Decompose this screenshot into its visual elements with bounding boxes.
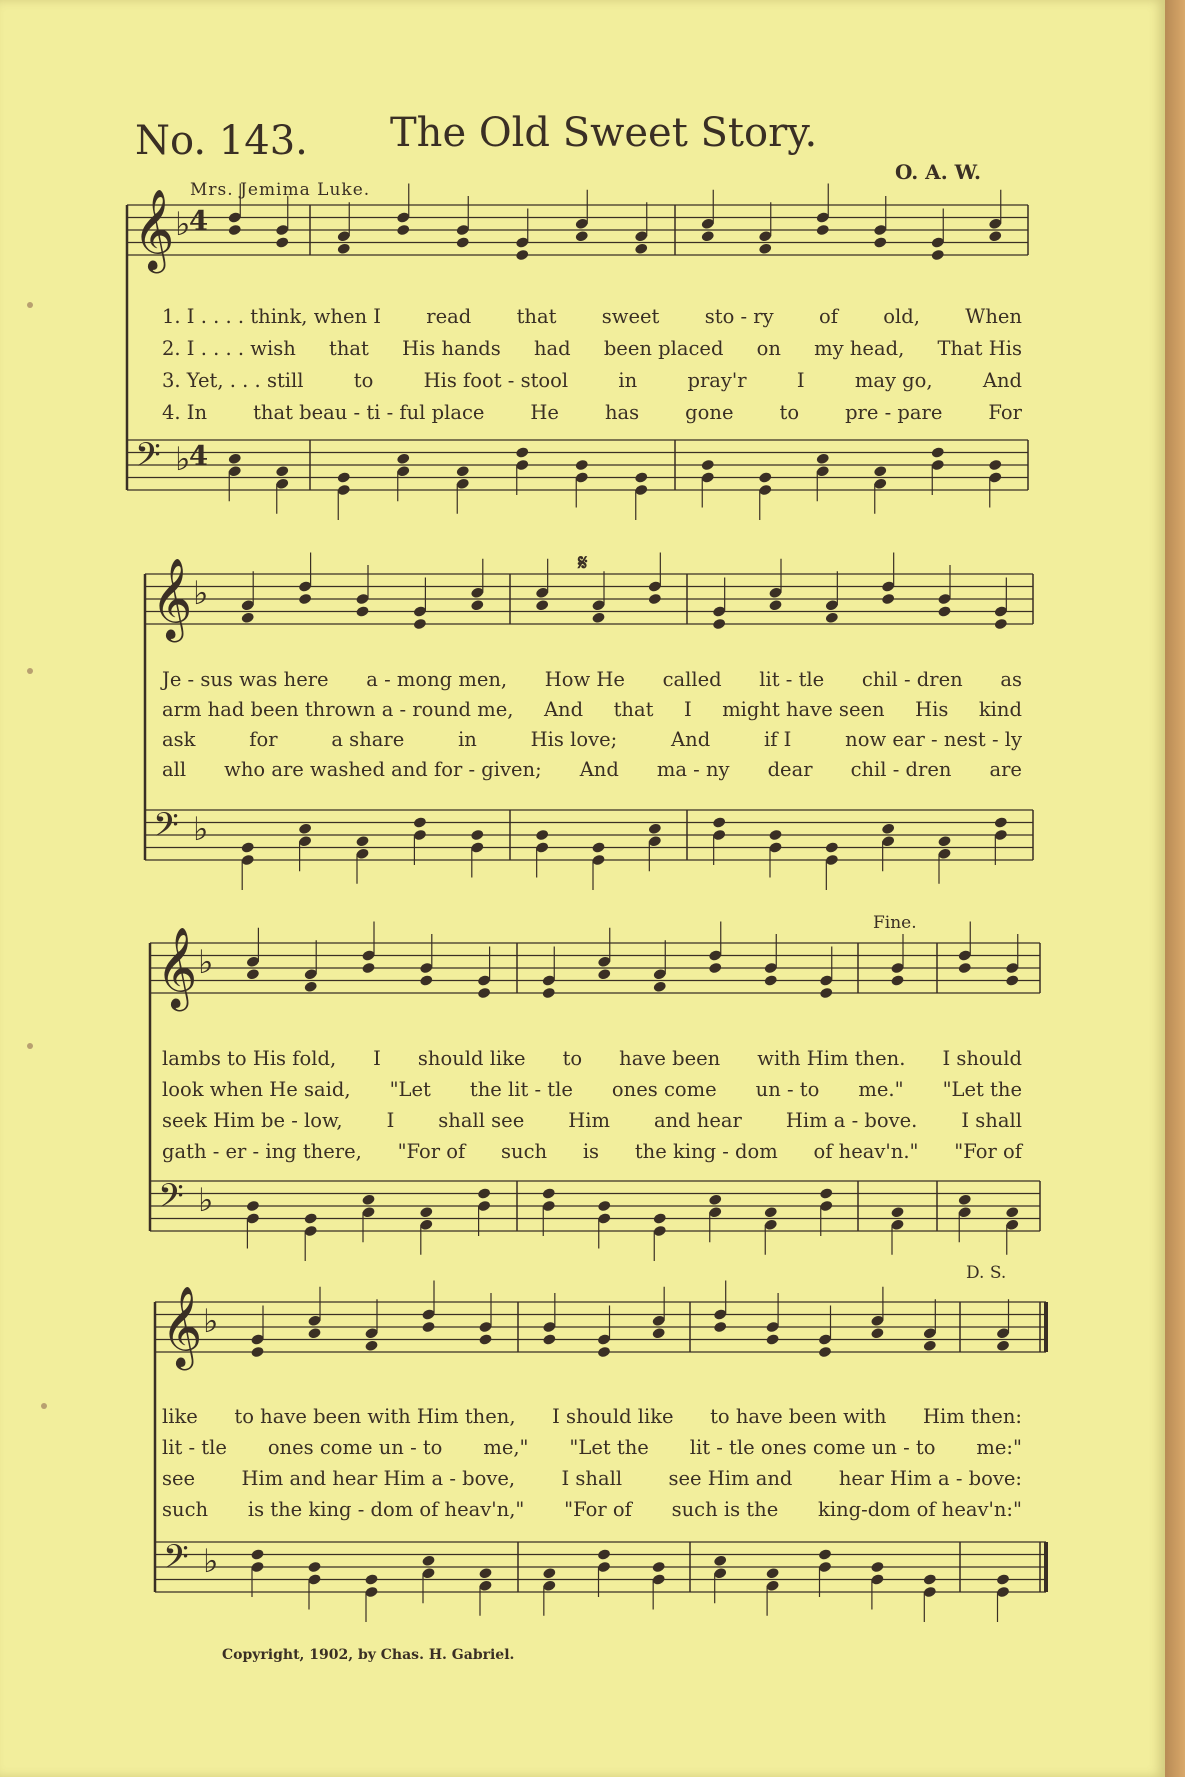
lyric-word: may go, — [854, 369, 933, 392]
note-head — [275, 236, 289, 249]
lyric-word: chil - dren — [850, 758, 952, 781]
lyric-word: When — [965, 305, 1022, 328]
lyric-word: For — [988, 401, 1022, 424]
lyric-word: lambs to His fold, — [162, 1047, 337, 1070]
note-head — [923, 1573, 937, 1586]
note-head — [241, 841, 255, 854]
note-head — [250, 1346, 264, 1359]
lyric-word: lit - tle ones come un - to — [689, 1436, 936, 1459]
hymn-title: The Old Sweet Story. — [390, 110, 818, 156]
lyric-word: pray'r — [687, 369, 747, 392]
note-head — [1005, 974, 1019, 987]
lyric-line — [162, 728, 1022, 751]
note-head — [870, 1327, 884, 1340]
note-head — [597, 1346, 611, 1359]
lyric-word: I should — [942, 1047, 1022, 1070]
lyric-line — [162, 1498, 1022, 1521]
lyric-word: like — [162, 1405, 198, 1428]
note-head — [653, 980, 667, 993]
lyric-word: that — [516, 305, 557, 328]
note-head — [923, 1339, 937, 1352]
lyric-word: sweet — [601, 305, 660, 328]
note-head — [881, 593, 895, 606]
note-head — [421, 1554, 435, 1567]
note-head — [304, 980, 318, 993]
lyric-line — [162, 337, 1022, 360]
lyric-word: in — [618, 369, 638, 392]
lyric-word: Je - sus was here — [162, 668, 329, 691]
flat-sign: ♭ — [175, 440, 191, 478]
note-head — [470, 599, 484, 612]
flat-sign: ♭ — [198, 1181, 214, 1219]
flat-sign: ♭ — [203, 1542, 219, 1580]
treble-clef: 𝄞 — [156, 926, 198, 1008]
lyric-word: if I — [763, 728, 792, 751]
note-head — [535, 829, 549, 842]
lyric-word: He — [530, 401, 559, 424]
note-head — [958, 1193, 972, 1206]
note-head — [591, 841, 605, 854]
lyric-word: might have seen — [722, 698, 885, 721]
lyric-word: And — [982, 369, 1022, 392]
note-head — [764, 974, 778, 987]
lyric-word: gone — [685, 401, 734, 424]
flat-sign: ♭ — [193, 574, 209, 612]
lyric-line — [162, 758, 1022, 781]
lyricist: Mrs. Jemima Luke. — [190, 180, 371, 200]
lyric-line — [162, 305, 1022, 328]
lyric-word: now ear - nest - ly — [845, 728, 1022, 751]
lyric-word: as — [1000, 668, 1022, 691]
note-head — [597, 1548, 611, 1561]
note-head — [597, 1200, 611, 1213]
lyric-word: me." — [858, 1078, 904, 1101]
lyric-word: dear — [767, 758, 813, 781]
copyright: Copyright, 1902, by Chas. H. Gabriel. — [222, 1647, 515, 1663]
note-head — [337, 242, 351, 255]
lyric-word: look when He said, — [162, 1078, 351, 1101]
lyric-word: with Him then. — [757, 1047, 906, 1070]
lyric-word: that — [329, 337, 369, 360]
note-head — [708, 962, 722, 975]
note-head — [818, 1346, 832, 1359]
lyric-line — [162, 401, 1022, 424]
lyric-word: pre - pare — [845, 401, 943, 424]
lyric-word: 4. In — [162, 401, 208, 424]
note-head — [515, 249, 529, 262]
page-edge — [1165, 0, 1185, 1777]
bass-clef: 𝄢 — [163, 1538, 189, 1585]
lyric-word: chil - dren — [861, 668, 963, 691]
note-head — [355, 835, 369, 848]
note-head — [994, 816, 1008, 829]
note-head — [819, 987, 833, 1000]
note-head — [825, 841, 839, 854]
lyric-word: ma - ny — [656, 758, 730, 781]
note-head — [515, 446, 529, 459]
note-head — [413, 618, 427, 631]
note-head — [542, 1333, 556, 1346]
note-head — [298, 822, 312, 835]
note-head — [708, 1193, 722, 1206]
lyric-word: His foot - stool — [423, 369, 569, 392]
treble-clef: 𝄞 — [151, 557, 193, 639]
fine-marker: Fine. — [873, 913, 917, 933]
note-head — [1005, 1206, 1019, 1219]
note-head — [275, 465, 289, 478]
lyric-word: Him and hear Him a - bove, — [241, 1467, 516, 1490]
lyric-word: hear Him a - bove: — [838, 1467, 1022, 1490]
note-head — [758, 471, 772, 484]
time-signature: 4 — [189, 440, 209, 472]
note-head — [819, 1187, 833, 1200]
lyric-word: and hear — [653, 1109, 742, 1132]
note-head — [765, 1567, 779, 1580]
lyric-word: His love; — [530, 728, 618, 751]
note-head — [937, 605, 951, 618]
treble-clef: 𝄞 — [161, 1285, 203, 1367]
lyric-word: ones come — [611, 1078, 717, 1101]
lyric-word: arm had been thrown a - round me, — [162, 698, 514, 721]
lyric-word: lit - tle — [759, 668, 825, 691]
note-head — [825, 611, 839, 624]
lyric-line — [162, 1078, 1022, 1101]
lyric-line — [162, 1109, 1022, 1132]
lyric-word: ones come un - to — [267, 1436, 443, 1459]
lyric-word: "For of — [397, 1140, 466, 1163]
lyric-word: that — [613, 698, 654, 721]
lyric-word: to have been with — [710, 1405, 887, 1428]
note-head — [768, 599, 782, 612]
flat-sign: ♭ — [203, 1302, 219, 1340]
lyric-word: kind — [978, 698, 1022, 721]
note-head — [597, 968, 611, 981]
lyric-word: to — [353, 369, 374, 392]
lyric-word: seek Him be - low, — [162, 1109, 343, 1132]
note-head — [591, 611, 605, 624]
lyric-word: a share — [331, 728, 405, 751]
lyric-word: I should like — [552, 1405, 674, 1428]
lyric-word: shall see — [438, 1109, 525, 1132]
note-head — [764, 1206, 778, 1219]
lyric-word: me:" — [976, 1436, 1022, 1459]
lyric-word: Him — [568, 1109, 610, 1132]
treble-clef: 𝄞 — [133, 188, 175, 270]
lyric-word: lit - tle — [162, 1436, 227, 1459]
lyric-word: to — [779, 401, 800, 424]
note-head — [228, 224, 242, 237]
note-head — [456, 465, 470, 478]
note-head — [873, 236, 887, 249]
note-head — [818, 1548, 832, 1561]
time-signature: 4 — [189, 205, 209, 237]
note-head — [816, 224, 830, 237]
note-head — [634, 471, 648, 484]
note-head — [419, 974, 433, 987]
lyric-word: 2. I . . . . wish — [162, 337, 296, 360]
note-head — [421, 1321, 435, 1334]
note-head — [988, 230, 1002, 243]
note-head — [996, 1573, 1010, 1586]
lyric-word: His hands — [402, 337, 501, 360]
flat-sign: ♭ — [193, 810, 209, 848]
note-head — [996, 1339, 1010, 1352]
lyric-word: have been — [619, 1047, 721, 1070]
bass-clef: 𝄢 — [135, 436, 161, 483]
note-head — [355, 605, 369, 618]
lyric-word: "Let the — [942, 1078, 1022, 1101]
lyric-word: un - to — [755, 1078, 820, 1101]
lyric-line — [162, 369, 1022, 392]
note-head — [542, 987, 556, 1000]
bass-clef: 𝄢 — [153, 806, 179, 853]
note-head — [634, 242, 648, 255]
lyric-line — [162, 698, 1022, 721]
lyric-word: has — [604, 401, 640, 424]
note-head — [298, 593, 312, 606]
note-head — [712, 618, 726, 631]
note-head — [396, 224, 410, 237]
note-head — [477, 987, 491, 1000]
note-head — [542, 1567, 556, 1580]
bass-clef: 𝄢 — [158, 1177, 184, 1224]
lyric-word: see — [162, 1467, 196, 1490]
lyric-word: of heav'n." — [813, 1140, 919, 1163]
note-head — [361, 1193, 375, 1206]
lyric-word: to — [562, 1047, 583, 1070]
lyric-word: are — [989, 758, 1022, 781]
lyric-word: "For of — [954, 1140, 1022, 1163]
lyric-word: the king - dom — [634, 1140, 778, 1163]
lyric-word: should like — [417, 1047, 526, 1070]
lyric-word: such — [162, 1498, 209, 1521]
lyric-word: I — [373, 1047, 381, 1070]
lyric-line — [162, 1467, 1022, 1490]
lyric-word: 3. Yet, . . . still — [162, 369, 304, 392]
lyric-word: that beau - ti - ful place — [253, 401, 485, 424]
segno-sign: 𝄋 — [578, 550, 588, 576]
note-head — [958, 962, 972, 975]
note-head — [456, 236, 470, 249]
note-head — [870, 1561, 884, 1574]
note-head — [361, 962, 375, 975]
note-head — [413, 816, 427, 829]
note-head — [477, 1187, 491, 1200]
lyric-word: in — [458, 728, 477, 751]
note-head — [228, 452, 242, 465]
note-head — [575, 459, 589, 472]
lyric-word: How He — [544, 668, 625, 691]
note-head — [307, 1327, 321, 1340]
lyric-word: "Let — [389, 1078, 431, 1101]
note-head — [931, 446, 945, 459]
lyric-word: see Him and — [668, 1467, 793, 1490]
ds-marker: D. S. — [966, 1263, 1007, 1283]
note-head — [364, 1339, 378, 1352]
note-head — [651, 1561, 665, 1574]
lyric-word: all — [162, 758, 187, 781]
lyric-word: my head, — [814, 337, 905, 360]
lyric-word: I shall — [961, 1109, 1022, 1132]
lyric-word: I shall — [561, 1467, 623, 1490]
note-head — [890, 1206, 904, 1219]
lyric-word: And — [579, 758, 619, 781]
note-head — [758, 242, 772, 255]
note-head — [653, 1212, 667, 1225]
note-head — [241, 611, 255, 624]
note-head — [648, 822, 662, 835]
lyric-word: the lit - tle — [469, 1078, 573, 1101]
lyric-word: I — [386, 1109, 395, 1132]
lyric-word: sto - ry — [704, 305, 774, 328]
note-head — [250, 1548, 264, 1561]
note-head — [535, 599, 549, 612]
note-head — [246, 1200, 260, 1213]
lyric-word: His — [915, 698, 949, 721]
lyric-line — [162, 1405, 1022, 1428]
note-head — [364, 1573, 378, 1586]
lyric-word: "For of — [564, 1498, 632, 1521]
note-head — [713, 1321, 727, 1334]
note-head — [651, 1327, 665, 1340]
lyric-word: called — [662, 668, 722, 691]
note-head — [713, 1554, 727, 1567]
note-head — [648, 593, 662, 606]
note-head — [994, 618, 1008, 631]
lyric-word: to have been with Him then, — [234, 1405, 516, 1428]
note-head — [478, 1333, 492, 1346]
lyric-word: I — [683, 698, 692, 721]
note-head — [765, 1333, 779, 1346]
note-head — [478, 1567, 492, 1580]
lyric-word: is the king - dom of heav'n," — [247, 1498, 525, 1521]
lyric-word: That His — [937, 337, 1022, 360]
lyric-word: been placed — [603, 337, 724, 360]
lyric-word: gath - er - ing there, — [162, 1140, 362, 1163]
note-head — [304, 1212, 318, 1225]
flat-sign: ♭ — [175, 205, 191, 243]
note-head — [396, 452, 410, 465]
lyric-word: Him a - bove. — [785, 1109, 918, 1132]
lyric-word: ask — [162, 728, 196, 751]
lyric-word: is — [582, 1140, 600, 1163]
lyric-word: who are washed and for - given; — [224, 758, 542, 781]
note-head — [873, 465, 887, 478]
note-head — [816, 452, 830, 465]
note-head — [701, 230, 715, 243]
lyric-word: And — [543, 698, 584, 721]
lyric-line — [162, 1436, 1022, 1459]
lyric-word: of — [818, 305, 838, 328]
lyric-word: I — [796, 369, 805, 392]
lyric-word: Him then: — [922, 1405, 1022, 1428]
lyric-line — [162, 668, 1022, 691]
lyric-word: on — [756, 337, 781, 360]
lyric-word: me," — [483, 1436, 529, 1459]
note-head — [542, 1187, 556, 1200]
lyric-word: such is the — [671, 1498, 779, 1521]
hymn-number: No. 143. — [135, 118, 308, 164]
lyric-line — [162, 1140, 1022, 1163]
lyric-word: And — [671, 728, 711, 751]
lyric-word: 1. I . . . . think, when I — [162, 305, 381, 328]
lyric-word: for — [249, 728, 278, 751]
note-head — [337, 471, 351, 484]
note-head — [712, 816, 726, 829]
lyric-line — [162, 1047, 1022, 1070]
lyric-word: king-dom of heav'n:" — [818, 1498, 1022, 1521]
note-head — [937, 835, 951, 848]
note-head — [881, 822, 895, 835]
note-head — [701, 459, 715, 472]
note-head — [988, 459, 1002, 472]
composer: O. A. W. — [895, 160, 981, 184]
lyric-word: such — [501, 1140, 548, 1163]
lyric-word: a - mong men, — [366, 668, 508, 691]
note-head — [931, 249, 945, 262]
note-head — [246, 968, 260, 981]
note-head — [575, 230, 589, 243]
note-head — [768, 829, 782, 842]
lyric-word: read — [426, 305, 472, 328]
note-head — [307, 1561, 321, 1574]
flat-sign: ♭ — [198, 943, 214, 981]
lyric-word: old, — [883, 305, 920, 328]
note-head — [419, 1206, 433, 1219]
note-head — [890, 974, 904, 987]
lyric-word: had — [533, 337, 571, 360]
lyric-word: "Let the — [569, 1436, 649, 1459]
note-head — [470, 829, 484, 842]
